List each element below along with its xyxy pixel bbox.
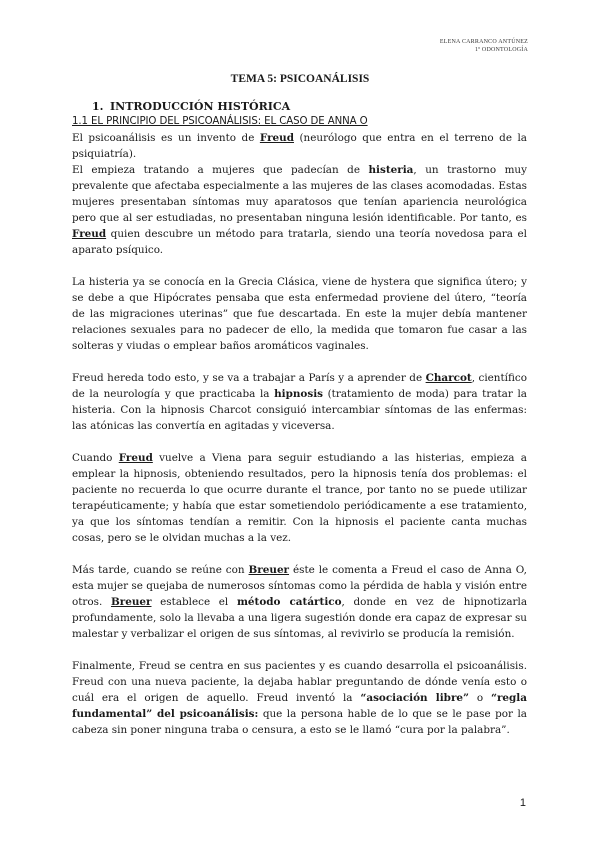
- text-run: vuelve a Viena para seguir estudiando a las histerias, empieza a emplear la hipnosis, obteniendo resultados, pero la hipnosis tenía dos problemas: el paciente no recuerda lo que ocurre durante el trance, por tanto no se puede utilizar terapéuticamente; y había que estar sometiendolo periódicamente a ese tratamiento, ya que los síntomas tendían a remitir. Con la hipnosis el paciente canta muchas cosas, pero se le olvidan muchas a la vez.: [72, 452, 527, 544]
- paragraph-2: [72, 162, 527, 258]
- document-body: [72, 114, 527, 738]
- text-run: , un trastorno muy prevalente que afectaba especialmente a las mujeres de las clases acomodadas. Estas mujeres presentaban síntomas muy aparatosos que tenían apariencia neurológica pero que al ser estudiadas, no presentaban ninguna lesión identificable. Por tanto, es: [72, 164, 527, 224]
- keyword-breuer: Breuer: [110, 596, 152, 608]
- keyword-regla-fundamental: “regla fundamental” del psicoanálisis:: [72, 692, 527, 720]
- author-name: ELENA CARRANCO ANTÚNEZ: [439, 39, 528, 45]
- paragraph-6: [72, 562, 527, 642]
- text-run: éste le comenta a Freud el caso de Anna O, esta mujer se quejaba de numerosos síntomas como la pérdida de habla y visión entre otros.: [72, 564, 527, 608]
- paragraph-7: [72, 658, 527, 738]
- keyword-breuer: Breuer: [248, 564, 290, 576]
- text-run: establece el: [151, 596, 237, 608]
- text-run: (tratamiento de moda) para tratar la histeria. Con la hipnosis Charcot consiguió intercambiar síntomas de las enfermas: las atónicas las convertía en agitadas y viceversa.: [72, 388, 527, 432]
- page-number: 1: [519, 797, 526, 809]
- section-heading: [92, 100, 290, 113]
- keyword-metodo-catartico: método catártico: [236, 596, 342, 608]
- subsection-heading: 1.1 EL PRINCIPIO DEL PSICOANÁLISIS: EL CASO DE ANNA O: [72, 116, 368, 127]
- keyword-freud: Freud: [259, 132, 294, 144]
- text-run: o: [469, 692, 491, 704]
- text-run: , donde en vez de hipnotizarla profundamente, solo la llevaba a una ligera sugestión donde era capaz de expresar su malestar y verbalizar el origen de sus síntomas, al revivirlo se producía la remisión.: [72, 596, 528, 640]
- text-run: Freud hereda todo esto, y se va a trabajar a París y a aprender de: [72, 372, 426, 384]
- section-number: 1.: [92, 100, 104, 113]
- section-label: INTRODUCCIÓN HISTÓRICA: [110, 100, 291, 113]
- text-run: El psicoanálisis es un invento de: [72, 132, 260, 144]
- keyword-histeria: histeria: [368, 164, 414, 176]
- paragraph-1: [72, 130, 527, 162]
- keyword-freud: Freud: [72, 228, 107, 240]
- text-run: (neurólogo que entra en el terreno de la psiquiatría).: [72, 132, 527, 160]
- course-name: 1º ODONTOLOGÍA: [474, 47, 528, 53]
- text-run: Finalmente, Freud se centra en sus pacientes y es cuando desarrolla el psicoanálisis. Freud con una nueva paciente, la dejaba hablar preguntando de dónde venía esto o cuál era el origen de aquello. Freud inventó la: [72, 660, 527, 704]
- paragraph-3: La histeria ya se conocía en la Grecia Clásica, viene de hystera que significa útero; y se debe a que Hipócrates pensaba que esta enfermedad proviene del útero, “teoría de las migraciones uterinas” que fue descartada. En este la mujer debía mantener relaciones sexuales para no padecer de ello, la medida que tomaron fue casar a las solteras y viudas o emplear baños aromáticos vaginales.: [72, 276, 527, 352]
- text-run: que la persona hable de lo que se le pase por la cabeza sin poner ninguna traba o censura, a esto se le llamó “cura por la palabra”.: [72, 708, 527, 736]
- keyword-freud: Freud: [118, 452, 153, 464]
- paragraph-5: [72, 450, 527, 546]
- text-run: , científico de la neurología y que practicaba la: [72, 372, 527, 400]
- page-title: TEMA 5: PSICOANÁLISIS: [230, 73, 370, 85]
- page-header: [440, 38, 528, 54]
- text-run: El empieza tratando a mujeres que padecían de: [72, 164, 369, 176]
- text-run: quien descubre un método para tratarla, siendo una teoría novedosa para el aparato psíquico.: [72, 228, 527, 256]
- text-run: Más tarde, cuando se reúne con: [72, 564, 249, 576]
- keyword-hipnosis: hipnosis: [274, 388, 323, 400]
- keyword-asociacion-libre: “asociación libre”: [360, 692, 470, 704]
- keyword-charcot: Charcot: [425, 372, 472, 384]
- text-run: Cuando: [72, 452, 119, 464]
- paragraph-4: [72, 370, 527, 434]
